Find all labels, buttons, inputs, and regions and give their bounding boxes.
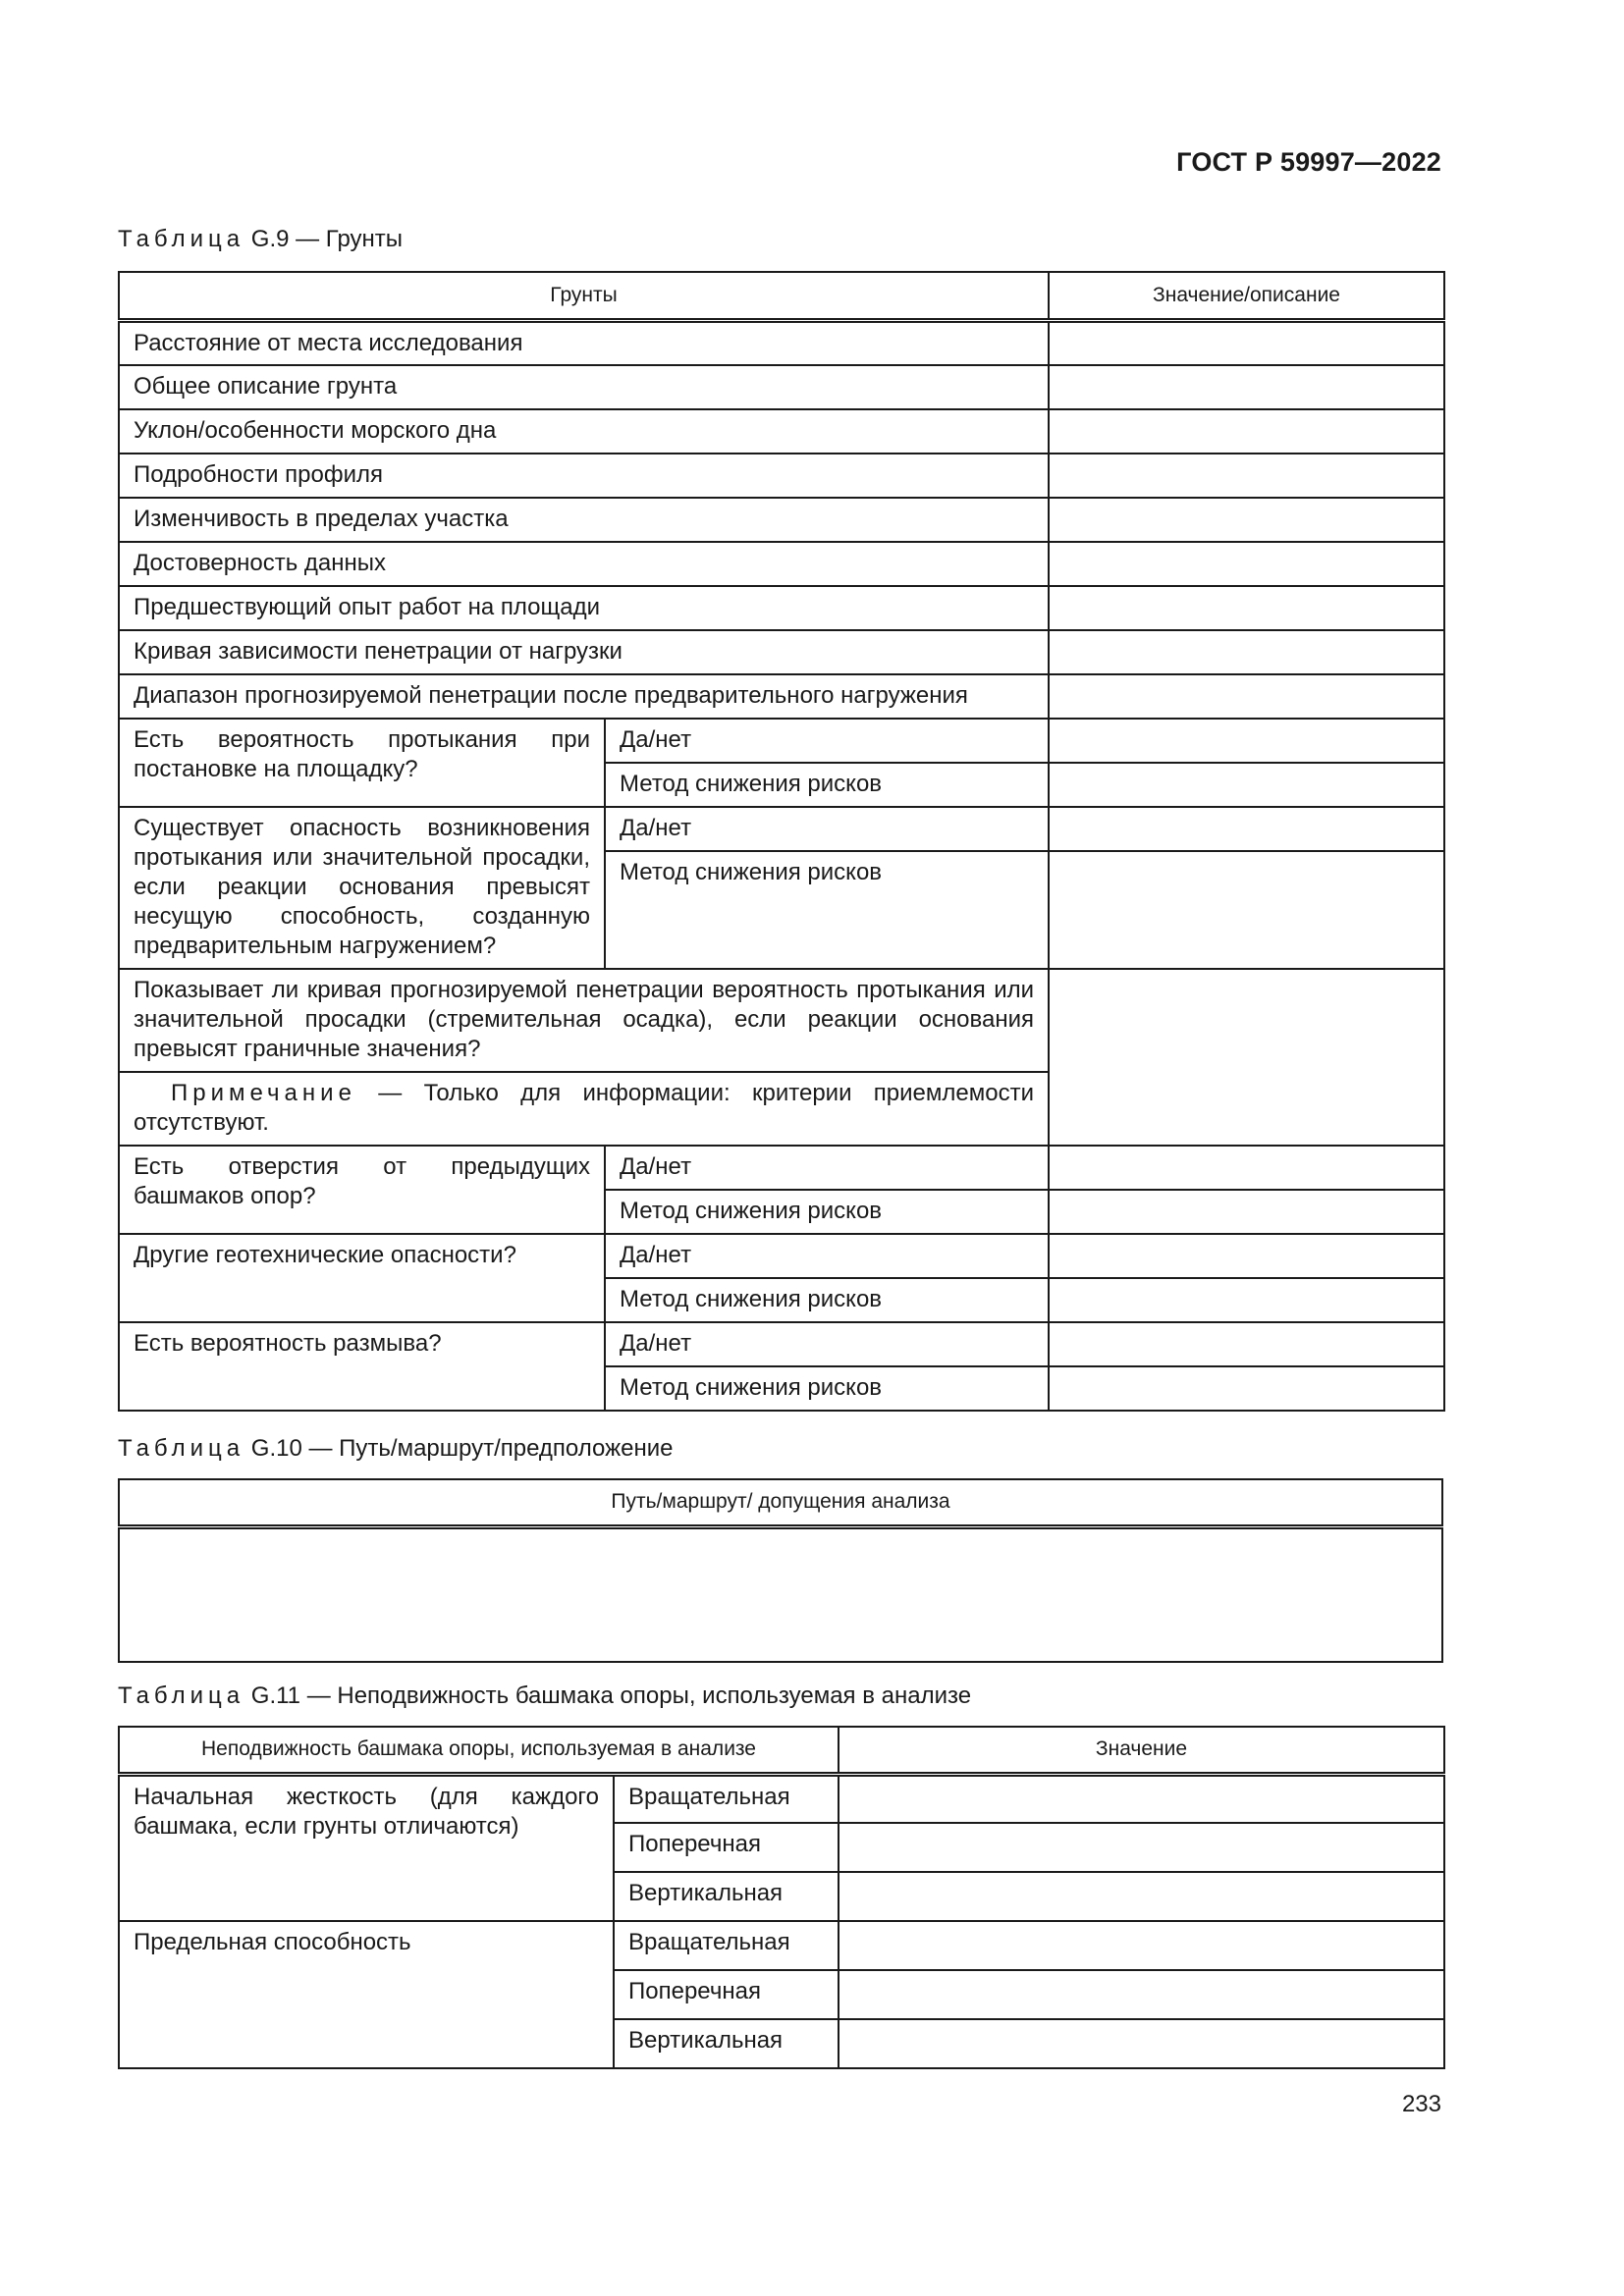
column-header-value: Значение <box>839 1727 1444 1774</box>
question-curve: Показывает ли кривая прогнозируемой пенетрации вероятность протыкания или значительной просадки (стремительная осадка), если реакции основания превысят граничные значения? <box>119 969 1049 1072</box>
table-cell-value <box>839 1774 1444 1823</box>
table-g9-caption <box>118 226 403 253</box>
column-header-fixity: Неподвижность башмака опоры, используемая в анализе <box>119 1727 839 1774</box>
note-text: — Только для информации: критерии приемлемости отсутствуют. <box>134 1079 1035 1136</box>
table-row-label: Расстояние от места исследования <box>119 320 1049 365</box>
question-scour: Есть вероятность размыва? <box>119 1322 605 1411</box>
table-cell-value <box>1049 542 1444 586</box>
sub-label-yes-no: Да/нет <box>605 719 1049 763</box>
sub-label-mitigation: Метод снижения рисков <box>605 1366 1049 1411</box>
table-cell-value <box>839 1823 1444 1872</box>
table-row-label: Уклон/особенности морского дна <box>119 409 1049 454</box>
table-cell-value <box>1049 1366 1444 1411</box>
sub-label-mitigation: Метод снижения рисков <box>605 1278 1049 1322</box>
table-cell-value <box>1049 365 1444 409</box>
sub-label-yes-no: Да/нет <box>605 1234 1049 1278</box>
table-cell-value <box>1049 454 1444 498</box>
table-cell-value <box>119 1526 1442 1662</box>
question-danger: Существует опасность возникновения протыкания или значительной просадки, если реакции основания превысят несущую способность, созданную предварительным нагружением? <box>119 807 605 969</box>
sub-label-lateral: Поперечная <box>614 1823 839 1872</box>
page-number: 233 <box>1401 2091 1441 2117</box>
sub-label-vertical: Вертикальная <box>614 1872 839 1921</box>
table-g10-caption <box>118 1435 674 1463</box>
question-geotechnical: Другие геотехнические опасности? <box>119 1234 605 1322</box>
column-header-value: Значение/описание <box>1049 272 1444 320</box>
sub-label-mitigation: Метод снижения рисков <box>605 763 1049 807</box>
caption-text: G.9 — Грунты <box>250 226 404 252</box>
table-g11-caption <box>118 1682 971 1710</box>
caption-prefix: Таблица <box>118 1682 245 1709</box>
table-row-label: Кривая зависимости пенетрации от нагрузки <box>119 630 1049 674</box>
table-cell-value <box>1049 320 1444 365</box>
table-cell-value <box>1049 409 1444 454</box>
table-row-label: Достоверность данных <box>119 542 1049 586</box>
table-row-label: Изменчивость в пределах участка <box>119 498 1049 542</box>
table-cell-value <box>1049 807 1444 851</box>
table-cell-value <box>1049 498 1444 542</box>
sub-label-yes-no: Да/нет <box>605 1322 1049 1366</box>
table-cell-value <box>1049 1322 1444 1366</box>
table-cell-value <box>1049 1234 1444 1278</box>
table-cell-value <box>1049 1278 1444 1322</box>
table-row-label: Подробности профиля <box>119 454 1049 498</box>
table-g10 <box>118 1478 1443 1663</box>
table-row-label: Диапазон прогнозируемой пенетрации после предварительного нагружения <box>119 674 1049 719</box>
table-cell-value <box>839 1921 1444 1970</box>
caption-text: G.10 — Путь/маршрут/предположение <box>250 1435 674 1462</box>
group-ultimate-capacity: Предельная способность <box>119 1921 614 2068</box>
table-row-label: Общее описание грунта <box>119 365 1049 409</box>
sub-label-lateral: Поперечная <box>614 1970 839 2019</box>
question-holes: Есть отверстия от предыдущих башмаков опор? <box>119 1146 605 1234</box>
table-row-label: Предшествующий опыт работ на площади <box>119 586 1049 630</box>
sub-label-rotational: Вращательная <box>614 1774 839 1823</box>
table-cell-value <box>1049 851 1444 969</box>
document-code: ГОСТ Р 59997—2022 <box>1176 147 1441 177</box>
note <box>119 1072 1049 1146</box>
group-initial-stiffness: Начальная жесткость (для каждого башмака, если грунты отличаются) <box>119 1774 614 1921</box>
caption-prefix: Таблица <box>118 1435 245 1462</box>
table-cell-value <box>1049 763 1444 807</box>
table-cell-value <box>1049 1146 1444 1190</box>
table-cell-value <box>839 1872 1444 1921</box>
column-header-path: Путь/маршрут/ допущения анализа <box>119 1479 1442 1526</box>
sub-label-yes-no: Да/нет <box>605 807 1049 851</box>
caption-text: G.11 — Неподвижность башмака опоры, используемая в анализе <box>250 1682 972 1709</box>
note-label: Примечание <box>171 1079 356 1106</box>
sub-label-yes-no: Да/нет <box>605 1146 1049 1190</box>
table-cell-value <box>1049 719 1444 763</box>
table-cell-value <box>839 2019 1444 2068</box>
table-cell-value <box>1049 969 1444 1146</box>
column-header-soils: Грунты <box>119 272 1049 320</box>
table-g9 <box>118 271 1445 1412</box>
table-cell-value <box>1049 674 1444 719</box>
sub-label-vertical: Вертикальная <box>614 2019 839 2068</box>
table-cell-value <box>1049 1190 1444 1234</box>
table-g11 <box>118 1726 1445 2069</box>
question-punch-through: Есть вероятность протыкания при постановке на площадку? <box>119 719 605 807</box>
table-cell-value <box>1049 586 1444 630</box>
sub-label-rotational: Вращательная <box>614 1921 839 1970</box>
caption-prefix: Таблица <box>118 226 245 252</box>
table-cell-value <box>1049 630 1444 674</box>
table-cell-value <box>839 1970 1444 2019</box>
sub-label-mitigation: Метод снижения рисков <box>605 851 1049 969</box>
sub-label-mitigation: Метод снижения рисков <box>605 1190 1049 1234</box>
